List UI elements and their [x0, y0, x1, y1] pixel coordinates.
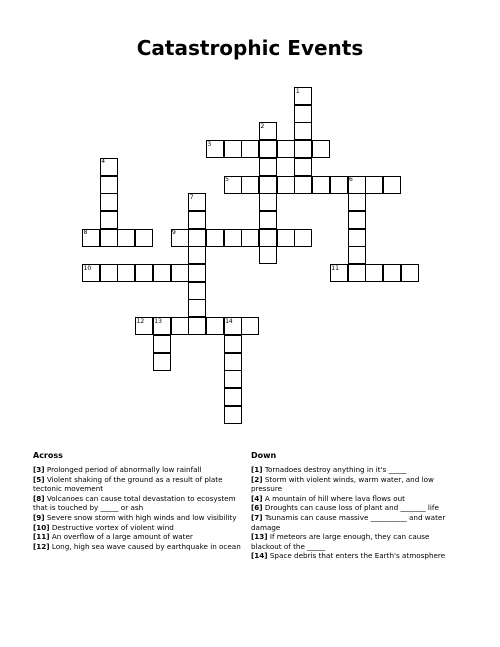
clue-number-label: [4] [251, 493, 263, 503]
grid-cell[interactable] [224, 406, 242, 424]
grid-cell[interactable] [259, 193, 277, 211]
grid-cell[interactable] [241, 140, 259, 158]
down-clue [251, 494, 451, 504]
grid-cell[interactable] [277, 176, 295, 194]
grid-cell[interactable] [188, 299, 206, 317]
clue-text: Space debris that enters the Earth's atmosphere [267, 551, 446, 561]
grid-cell[interactable] [100, 211, 118, 229]
clue-text: Droughts can cause loss of plant and _______ life [262, 503, 439, 513]
grid-cell[interactable] [153, 353, 171, 371]
grid-cell[interactable] [224, 229, 242, 247]
grid-cell[interactable] [188, 246, 206, 264]
grid-cell[interactable] [294, 140, 312, 158]
grid-cell[interactable] [294, 122, 312, 140]
grid-cell[interactable] [241, 317, 259, 335]
across-clue [33, 494, 248, 513]
grid-cell[interactable] [348, 193, 366, 211]
grid-cell[interactable] [294, 229, 312, 247]
grid-cell[interactable] [188, 229, 206, 247]
grid-cell[interactable] [153, 335, 171, 353]
down-clue [251, 551, 451, 561]
clue-number-label: [5] [33, 474, 45, 484]
grid-cell[interactable] [365, 176, 383, 194]
clue-number: 1 [295, 87, 300, 95]
grid-cell[interactable] [277, 229, 295, 247]
grid-cell[interactable] [259, 158, 277, 176]
clue-number-label: [12] [33, 541, 50, 551]
grid-cell[interactable] [241, 229, 259, 247]
grid-cell[interactable] [171, 317, 189, 335]
grid-cell[interactable] [135, 229, 153, 247]
clue-number-label: [10] [33, 522, 50, 532]
grid-cell[interactable] [224, 335, 242, 353]
grid-cell[interactable] [259, 211, 277, 229]
clue-number-label: [6] [251, 503, 263, 513]
grid-cell[interactable] [188, 317, 206, 335]
grid-cell[interactable] [206, 229, 224, 247]
grid-cell[interactable] [365, 264, 383, 282]
clue-text: Tornadoes destroy anything in it's _____ [262, 465, 407, 474]
across-clues [33, 451, 248, 551]
clue-text: Long, high sea wave caused by earthquake in ocean [49, 541, 241, 551]
clue-text: An overflow of a large amount of water [49, 532, 193, 542]
clue-number: 12 [136, 317, 145, 325]
clue-number-label: [7] [251, 512, 263, 522]
grid-cell[interactable] [224, 388, 242, 406]
grid-cell[interactable] [348, 246, 366, 264]
down-clue [251, 503, 451, 513]
grid-cell[interactable] [241, 176, 259, 194]
grid-cell[interactable] [171, 264, 189, 282]
across-clue [33, 465, 248, 475]
clue-number-label: [14] [251, 551, 268, 561]
grid-cell[interactable] [117, 264, 135, 282]
clue-number-label: [13] [251, 532, 268, 542]
grid-cell[interactable] [153, 264, 171, 282]
clue-text: A mountain of hill where lava flows out [262, 493, 405, 503]
grid-cell[interactable] [100, 264, 118, 282]
grid-cell[interactable] [348, 229, 366, 247]
grid-cell[interactable] [401, 264, 419, 282]
across-clue [33, 513, 248, 523]
grid-cell[interactable] [312, 176, 330, 194]
grid-cell[interactable] [259, 229, 277, 247]
clue-text: Destructive vortex of violent wind [49, 522, 174, 532]
grid-cell[interactable] [206, 317, 224, 335]
grid-cell[interactable] [100, 193, 118, 211]
clue-text: If meteors are large enough, they can cause blackout of the _____ [251, 532, 430, 551]
clue-number: 13 [154, 317, 162, 325]
clue-number-label: [3] [33, 465, 45, 474]
clue-number: 2 [260, 122, 265, 130]
grid-cell[interactable] [224, 353, 242, 371]
grid-cell[interactable] [383, 264, 401, 282]
grid-cell[interactable] [312, 140, 330, 158]
clue-number: 8 [83, 229, 88, 237]
grid-cell[interactable] [259, 246, 277, 264]
puzzle-title: Catastrophic Events [136, 36, 364, 60]
grid-cell[interactable] [100, 176, 118, 194]
across-heading: Across [33, 451, 63, 460]
grid-cell[interactable] [294, 158, 312, 176]
clue-number: 4 [101, 158, 106, 166]
clue-text: Severe snow storm with high winds and low visibility [44, 512, 237, 522]
down-clue-list [251, 465, 451, 561]
grid-cell[interactable] [100, 229, 118, 247]
grid-cell[interactable] [294, 176, 312, 194]
clue-number: 14 [225, 317, 233, 325]
across-clue [33, 532, 248, 542]
clue-number-label: [9] [33, 512, 45, 522]
clue-text: Violent shaking of the ground as a result of plate tectonic movement [33, 474, 223, 494]
grid-cell[interactable] [117, 229, 135, 247]
clue-number-label: [2] [251, 474, 263, 484]
clue-number-label: [11] [33, 532, 50, 542]
grid-cell[interactable] [277, 140, 295, 158]
grid-cell[interactable] [188, 211, 206, 229]
grid-cell[interactable] [348, 264, 366, 282]
clue-text: Prolonged period of abnormally low rainfall [44, 465, 202, 474]
clue-number-label: [1] [251, 465, 263, 474]
down-heading: Down [251, 451, 277, 460]
across-clue [33, 523, 248, 533]
clue-number: 6 [349, 176, 353, 183]
clue-number: 10 [83, 264, 92, 272]
clue-text: Tsunamis can cause massive __________ and water damage [251, 512, 446, 532]
grid-cell[interactable] [294, 105, 312, 123]
down-clues [251, 451, 451, 561]
down-clue [251, 532, 451, 551]
across-clue [33, 475, 248, 494]
across-clue [33, 542, 248, 552]
down-clue [251, 475, 451, 494]
grid-cell[interactable] [383, 176, 401, 194]
down-clue [251, 465, 451, 475]
grid-cell[interactable] [188, 264, 206, 282]
clue-number: 7 [189, 193, 194, 201]
down-clue [251, 513, 451, 532]
grid-cell[interactable] [330, 176, 348, 194]
grid-cell[interactable] [259, 140, 277, 158]
clue-number: 9 [172, 229, 176, 237]
clue-text: Storm with violent winds, warm water, and low pressure [251, 474, 434, 494]
clue-number-label: [8] [33, 493, 45, 503]
grid-cell[interactable] [348, 211, 366, 229]
grid-cell[interactable] [224, 370, 242, 388]
grid-cell[interactable] [135, 264, 153, 282]
clue-number: 5 [225, 176, 229, 183]
clue-number: 11 [331, 264, 339, 272]
grid-cell[interactable] [188, 282, 206, 300]
clue-number: 3 [207, 140, 212, 148]
clue-text: Volcanoes can cause total devastation to ecosystem that is touched by _____ or ash [33, 493, 236, 513]
across-clue-list [33, 465, 248, 551]
grid-cell[interactable] [259, 176, 277, 194]
grid-cell[interactable] [224, 140, 242, 158]
